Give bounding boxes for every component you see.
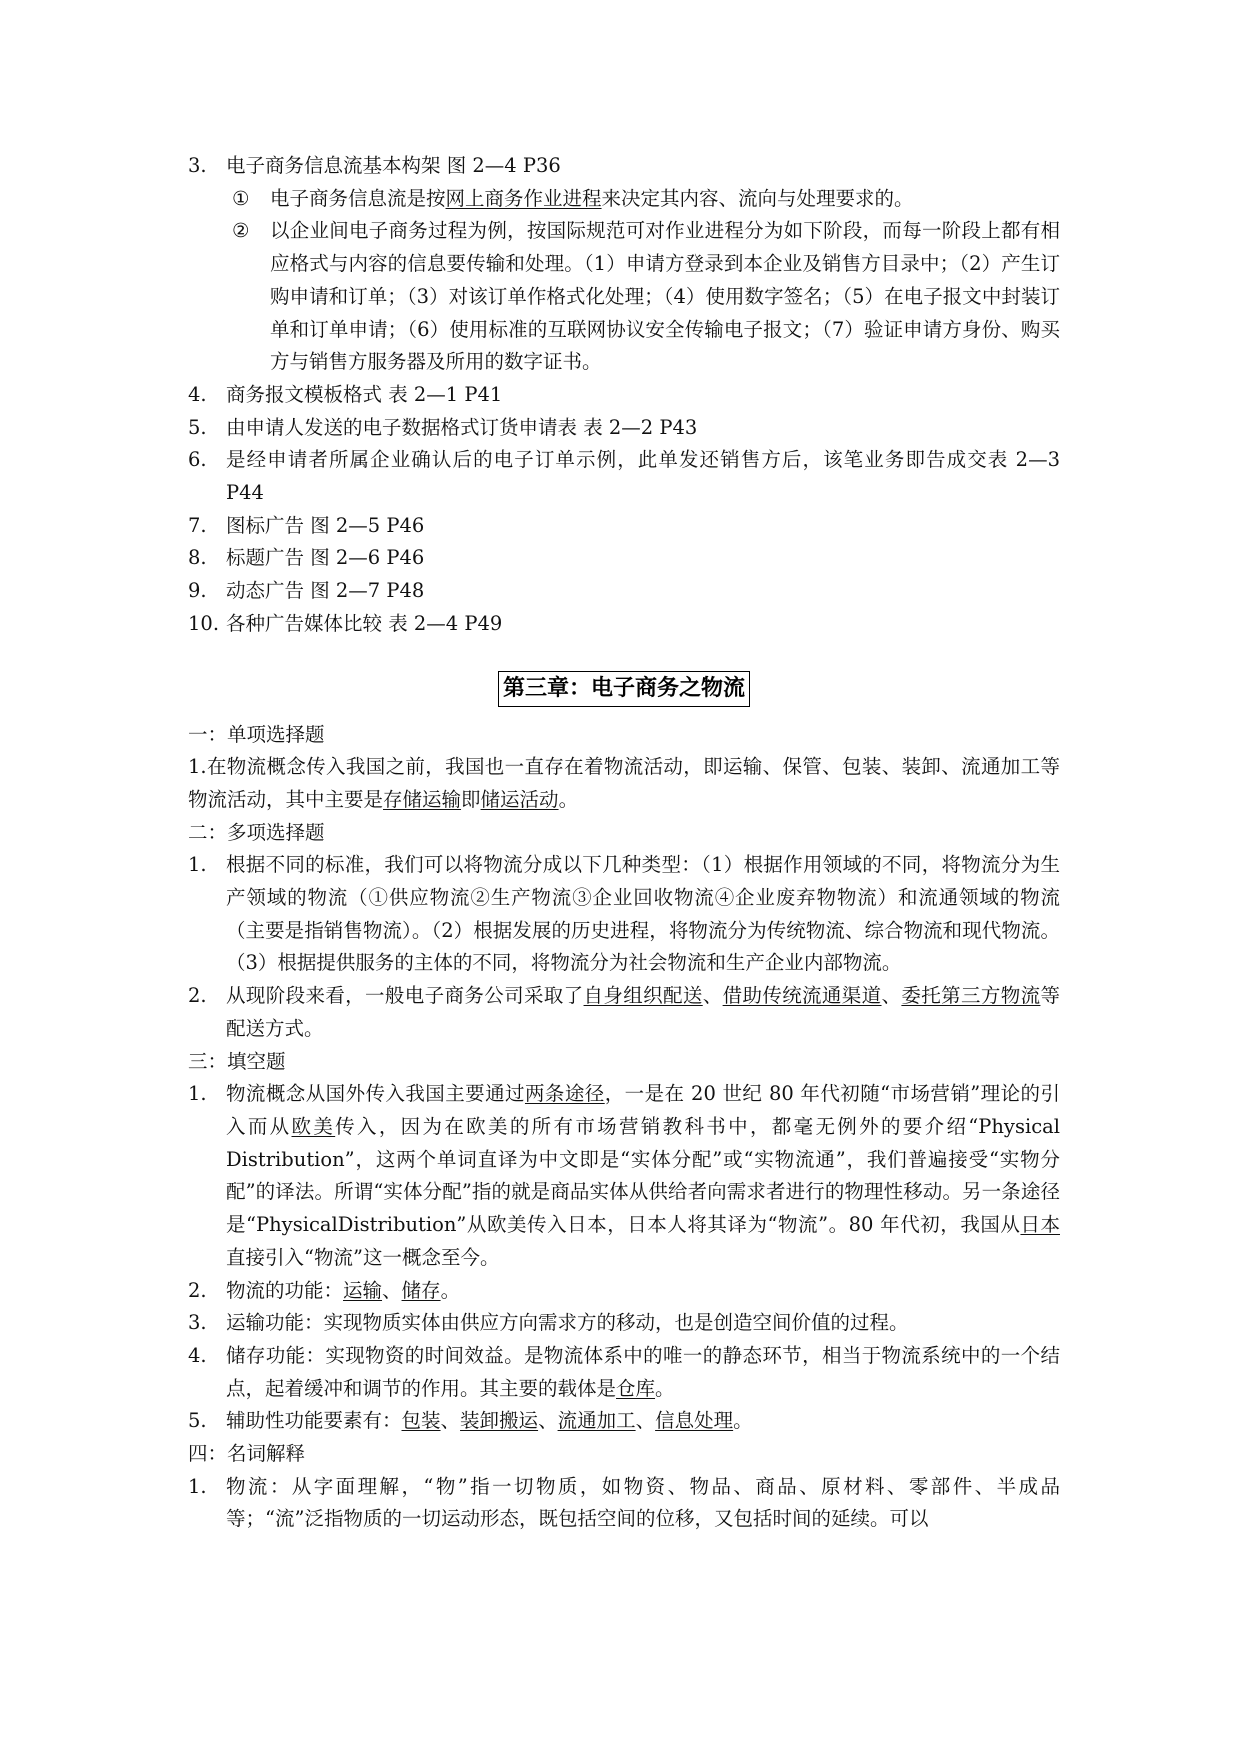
underlined-term: 装卸搬运 [460,1409,539,1433]
underlined-term: 包装 [401,1409,441,1433]
section-heading: 一：单项选择题 [188,722,325,746]
list-item [188,751,1060,816]
sub-list-item [188,215,1060,379]
section-fill-blank [188,1046,1060,1438]
text-segment: 传入，因为在欧美的所有市场营销教科书中，都毫无例外的要介绍“Physical Distribution”，这两个单词直译为中文即是“实体分配”或“实物流通”，我们普遍接受“实物分配”的译法。所谓“实体分配”指的就是商品实体从供给者向需求者进行的物理性移动。另一条途径是“PhysicalDistribution”从欧美传入日本，日本人将其译为“物流”。80 年代初，我国从 [226,1114,1060,1237]
text-segment: ，一是在 20 世纪 80 年代初随“市场营销”理论的引入而从 [226,1082,1060,1138]
text-segment: 从现阶段来看，一般电子商务公司采取了 [226,984,584,1008]
item-number: 2. [188,984,207,1008]
item-text: 各种广告媒体比较 表 2—4 P49 [226,611,503,635]
underlined-term: 储运活动 [480,787,559,811]
section-multiple-choice [188,817,1060,1046]
list-item [188,575,1060,608]
sub-list-item [188,183,1060,216]
text-segment: 储存功能：实现物资的时间效益。是物流体系中的唯一的静态环节，相当于物流系统中的一个结点，起着缓冲和调节的作用。其主要的载体是 [226,1343,1060,1400]
section-term-definitions [188,1438,1060,1536]
item-text: 标题广告 图 2—6 P46 [226,546,425,570]
underlined-term: 欧美 [291,1114,336,1138]
text-segment: 即 [461,787,481,811]
chapter-title-wrap [188,671,1060,711]
text-segment: 、 [382,1278,402,1302]
text-segment: 。 [440,1278,461,1302]
text-segment: 、 [635,1409,656,1433]
underlined-term: 两条途径 [524,1082,605,1106]
text-segment: 辅助性功能要素有： [226,1409,402,1433]
item-text: 是经申请者所属企业确认后的电子订单示例，此单发还销售方后，该笔业务即告成交表 2—3 P44 [226,448,1060,505]
text-segment: 来决定其内容、流向与处理要求的。 [601,186,914,210]
chapter-title: 第三章：电子商务之物流 [498,671,750,707]
item-text: 商务报文模板格式 表 2—1 P41 [226,382,503,406]
text-segment: 以企业间电子商务过程为例，按国际规范可对作业进程分为如下阶段，而每一阶段上都有相应格式与内容的信息要传输和处理。（1）申请方登录到本企业及销售方目录中；（2）产生订购申请和订单；（3）对该订单作格式化处理；（4）使用数字签名；（5）在电子报文中封装订单和订单申请；（6）使用标准的互联网协议安全传输电子报文；（7）验证申请方身份、购买方与销售方服务器及所用的数字证书。 [270,219,1060,374]
section-single-choice [188,719,1060,817]
underlined-term: 日本 [1020,1213,1060,1237]
list-item [188,1340,1060,1405]
item-number: 8. [188,546,207,570]
list-item [188,980,1060,1045]
text-segment: 、 [702,984,723,1008]
underlined-term: 仓库 [616,1376,656,1400]
section-heading: 三：填空题 [188,1049,286,1073]
item-number: ① [232,186,250,210]
text-segment: 电子商务信息流是按 [270,186,446,210]
text-segment: 根据不同的标准，我们可以将物流分成以下几种类型：（1）根据作用领域的不同，将物流分为生产领域的物流（①供应物流②生产物流③企业回收物流④企业废弃物物流）和流通领域的物流（主要是指销售物流）。（2）根据发展的历史进程，将物流分为传统物流、综合物流和现代物流。（3）根据提供服务的主体的不同，将物流分为社会物流和生产企业内部物流。 [226,853,1060,975]
list-item [188,1275,1060,1308]
item-number: 2. [188,1278,207,1302]
text-segment: 运输功能：实现物质实体由供应方向需求方的移动，也是创造空间价值的过程。 [226,1311,909,1335]
document-page [188,150,1060,1536]
item-number: 5. [188,415,207,439]
list-item [188,379,1060,412]
underlined-term: 网上商务作业进程 [445,186,602,210]
text-segment: 。 [558,787,579,811]
item-text: 电子商务信息流基本构架 图 2—4 P36 [226,154,561,177]
text-segment: 。 [733,1409,753,1433]
underlined-term: 委托第三方物流 [901,984,1041,1008]
list-item [188,150,1060,183]
item-number: 5. [188,1409,207,1433]
text-segment: 、 [440,1409,461,1433]
item-number: 4. [188,382,207,406]
section-heading: 二：多项选择题 [188,820,325,844]
top-list [188,150,1060,641]
item-number: 1. [188,853,207,877]
underlined-term: 信息处理 [655,1409,734,1433]
item-number: 10. [188,611,220,635]
text-segment: 、 [881,984,902,1008]
underlined-term: 流通加工 [557,1409,636,1433]
list-item [188,542,1060,575]
list-item [188,608,1060,641]
item-number: 1. [188,1474,207,1498]
list-item [188,1471,1060,1536]
item-text: 图标广告 图 2—5 P46 [226,513,425,537]
text-segment: 物流的功能： [226,1278,344,1302]
list-item [188,510,1060,543]
list-item [188,412,1060,445]
item-number: 3. [188,154,207,177]
list-item [188,1078,1060,1274]
text-segment: 、 [538,1409,558,1433]
item-number: 9. [188,579,207,603]
list-item [188,1307,1060,1340]
text-segment: 物流概念从国外传入我国主要通过 [226,1082,525,1106]
text-segment: 。 [655,1376,675,1400]
item-text: 动态广告 图 2—7 P48 [226,579,425,603]
underlined-term: 借助传统流通渠道 [722,984,882,1008]
underlined-term: 存储运输 [383,787,462,811]
underlined-term: 运输 [343,1278,383,1302]
item-number: ② [232,219,250,243]
item-text: 由申请人发送的电子数据格式订货申请表 表 2—2 P43 [226,415,698,439]
item-number: 7. [188,513,207,537]
underlined-term: 自身组织配送 [583,984,703,1008]
list-item [188,849,1060,980]
text-segment: 物流：从字面理解，“物”指一切物质，如物资、物品、商品、原材料、零部件、半成品等；“流”泛指物质的一切运动形态，既包括空间的位移，又包括时间的延续。可以 [226,1474,1060,1531]
item-number: 3. [188,1311,207,1335]
section-heading: 四：名词解释 [188,1442,306,1466]
list-item [188,444,1060,509]
text-segment: 等配送方式。 [226,984,1060,1040]
item-number: 6. [188,448,207,472]
text-segment: 1.在物流概念传入我国之前，我国也一直存在着物流活动，即运输、保管、包装、装卸、流通加工等物流活动，其中主要是 [188,755,1060,811]
text-segment: 直接引入“物流”这一概念至今。 [226,1245,500,1269]
underlined-term: 储存 [401,1278,441,1302]
item-number: 1. [188,1082,207,1106]
list-item [188,1405,1060,1438]
item-number: 4. [188,1343,207,1367]
